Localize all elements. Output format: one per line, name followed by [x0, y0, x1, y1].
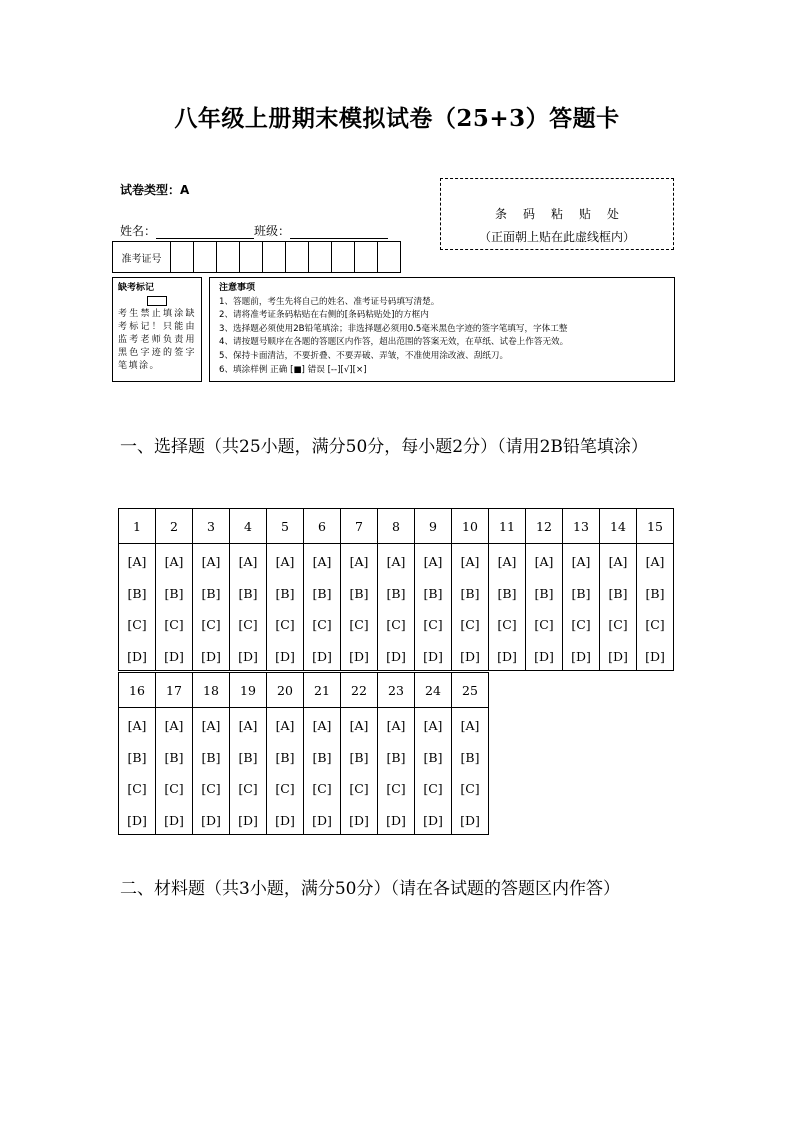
option-bubble[interactable]: [D]	[460, 812, 480, 828]
question-number: 25	[452, 673, 489, 708]
option-bubble[interactable]: [B]	[386, 585, 406, 601]
option-bubble[interactable]: [C]	[164, 781, 184, 796]
question-number: 9	[415, 509, 452, 544]
ticket-digit-cell[interactable]	[263, 242, 286, 272]
option-bubble[interactable]: [B]	[460, 585, 480, 601]
page-title: 八年级上册期末模拟试卷（25+3）答题卡	[174, 105, 620, 132]
option-bubble[interactable]: [B]	[571, 585, 591, 601]
question-number: 22	[341, 673, 378, 708]
option-bubble[interactable]: [A]	[534, 554, 554, 569]
option-bubble[interactable]: [D]	[460, 648, 480, 664]
option-bubble[interactable]: [D]	[201, 812, 221, 828]
note-item: 2、请将准考证条码粘贴在右侧的[条码粘贴处]的方框内	[219, 310, 429, 321]
option-bubble[interactable]: [B]	[238, 585, 258, 601]
option-bubble[interactable]: [B]	[386, 749, 406, 765]
option-bubble[interactable]: [A]	[460, 554, 480, 569]
class-label: 班级：	[254, 224, 291, 238]
option-bubble[interactable]: [B]	[275, 749, 295, 765]
option-bubble[interactable]: [C]	[608, 617, 628, 632]
absence-text: 考生禁止填涂缺考标记！只能由监考老师负责用黑色字迹的签字笔填涂。	[118, 309, 196, 371]
option-bubble[interactable]: [C]	[275, 617, 295, 632]
option-bubble[interactable]: [C]	[201, 617, 221, 632]
absence-checkbox[interactable]	[147, 296, 167, 306]
question-number: 12	[526, 509, 563, 544]
option-bubble[interactable]: [C]	[645, 617, 665, 632]
note-item: 1、答题前，考生先将自己的姓名、准考证号码填写清楚。	[219, 296, 440, 307]
question-number: 11	[489, 509, 526, 544]
option-bubble[interactable]: [B]	[423, 749, 443, 765]
question-options	[267, 544, 304, 671]
option-bubble[interactable]: [B]	[312, 585, 332, 601]
option-bubble[interactable]: [A]	[423, 718, 443, 733]
option-bubble[interactable]: [D]	[164, 812, 184, 828]
ticket-digit-cell[interactable]	[240, 242, 263, 272]
option-bubble[interactable]: [C]	[312, 781, 332, 796]
option-bubble[interactable]: [D]	[275, 812, 295, 828]
option-bubble[interactable]: [A]	[571, 554, 591, 569]
option-bubble[interactable]: [C]	[238, 781, 258, 796]
question-options	[156, 544, 193, 671]
option-bubble[interactable]: [D]	[238, 648, 258, 664]
option-bubble[interactable]: [C]	[127, 781, 147, 796]
ticket-digit-cell[interactable]	[309, 242, 332, 272]
question-options	[378, 544, 415, 671]
question-number: 21	[304, 673, 341, 708]
option-bubble[interactable]: [A]	[386, 718, 406, 733]
answer-grid-1	[118, 508, 674, 671]
option-bubble[interactable]: [B]	[312, 749, 332, 765]
option-bubble[interactable]: [D]	[127, 648, 147, 664]
note-item: 5、保持卡面清洁，不要折叠、不要弄破、弄皱，不准使用涂改液、刮纸刀。	[219, 350, 509, 361]
answer-grid-2	[118, 672, 489, 835]
question-options	[415, 708, 452, 835]
option-bubble[interactable]: [D]	[571, 648, 591, 664]
option-bubble[interactable]: [D]	[645, 648, 665, 664]
option-bubble[interactable]: [B]	[127, 585, 147, 601]
question-number: 3	[193, 509, 230, 544]
option-bubble[interactable]: [D]	[312, 648, 332, 664]
option-bubble[interactable]: [A]	[645, 554, 665, 569]
option-bubble[interactable]: [C]	[571, 617, 591, 632]
option-bubble[interactable]: [B]	[497, 585, 517, 601]
question-options	[230, 708, 267, 835]
option-bubble[interactable]: [C]	[497, 617, 517, 632]
question-options	[452, 708, 489, 835]
option-bubble[interactable]: [B]	[238, 749, 258, 765]
option-bubble[interactable]: [A]	[275, 554, 295, 569]
option-bubble[interactable]: [A]	[164, 554, 184, 569]
question-options	[304, 544, 341, 671]
option-bubble[interactable]: [B]	[349, 749, 369, 765]
barcode-title: 条码粘贴处	[494, 207, 635, 221]
question-options	[415, 544, 452, 671]
option-bubble[interactable]: [D]	[497, 648, 517, 664]
option-bubble[interactable]: [B]	[201, 749, 221, 765]
question-options	[119, 708, 156, 835]
barcode-subtitle: （正面朝上贴在此虚线框内）	[478, 230, 635, 244]
option-bubble[interactable]: [C]	[312, 617, 332, 632]
question-options	[267, 708, 304, 835]
option-bubble[interactable]: [B]	[164, 585, 184, 601]
option-bubble[interactable]: [D]	[164, 648, 184, 664]
option-bubble[interactable]: [D]	[386, 812, 406, 828]
question-options	[304, 708, 341, 835]
question-options	[489, 544, 526, 671]
question-number: 10	[452, 509, 489, 544]
option-bubble[interactable]: [A]	[312, 718, 332, 733]
question-options	[563, 544, 600, 671]
option-bubble[interactable]: [D]	[349, 812, 369, 828]
option-bubble[interactable]: [A]	[201, 554, 221, 569]
ticket-number-grid	[112, 241, 401, 273]
option-bubble[interactable]: [A]	[238, 718, 258, 733]
question-number: 8	[378, 509, 415, 544]
option-bubble[interactable]: [B]	[423, 585, 443, 601]
option-bubble[interactable]: [B]	[275, 585, 295, 601]
section-material-heading: 二、材料题（共3小题，满分50分）（请在各试题的答题区内作答）	[120, 879, 620, 899]
question-options	[193, 708, 230, 835]
option-bubble[interactable]: [D]	[534, 648, 554, 664]
note-item: 6、填涂样例 正确 [■] 错误 [--][√][×]	[219, 364, 367, 375]
option-bubble[interactable]: [C]	[238, 617, 258, 632]
question-options	[341, 708, 378, 835]
option-bubble[interactable]: [A]	[312, 554, 332, 569]
option-bubble[interactable]: [C]	[349, 781, 369, 796]
option-bubble[interactable]: [D]	[423, 812, 443, 828]
question-number: 17	[156, 673, 193, 708]
absence-title: 缺考标记	[118, 283, 155, 293]
barcode-area	[440, 178, 674, 250]
option-bubble[interactable]: [A]	[386, 554, 406, 569]
option-bubble[interactable]: [D]	[349, 648, 369, 664]
option-bubble[interactable]: [C]	[386, 781, 406, 796]
option-bubble[interactable]: [A]	[608, 554, 628, 569]
ticket-digit-cell[interactable]	[194, 242, 217, 272]
question-number: 18	[193, 673, 230, 708]
question-number: 20	[267, 673, 304, 708]
option-bubble[interactable]: [A]	[349, 554, 369, 569]
question-number: 19	[230, 673, 267, 708]
question-number: 2	[156, 509, 193, 544]
question-options	[156, 708, 193, 835]
option-bubble[interactable]: [D]	[275, 648, 295, 664]
section-choice-heading: 一、选择题（共25小题，满分50分，每小题2分）（请用2B铅笔填涂）	[120, 437, 648, 457]
ticket-digit-cell[interactable]	[171, 242, 194, 272]
option-bubble[interactable]: [C]	[275, 781, 295, 796]
option-bubble[interactable]: [C]	[127, 617, 147, 632]
ticket-label: 准考证号	[113, 242, 171, 272]
option-bubble[interactable]: [A]	[497, 554, 517, 569]
question-options	[230, 544, 267, 671]
option-bubble[interactable]: [D]	[608, 648, 628, 664]
option-bubble[interactable]: [C]	[386, 617, 406, 632]
option-bubble[interactable]: [B]	[608, 585, 628, 601]
option-bubble[interactable]: [D]	[423, 648, 443, 664]
question-number: 24	[415, 673, 452, 708]
absence-mark-box	[112, 277, 202, 382]
option-bubble[interactable]: [A]	[127, 718, 147, 733]
ticket-digit-cell[interactable]	[286, 242, 309, 272]
option-bubble[interactable]: [A]	[423, 554, 443, 569]
name-label: 姓名：	[120, 224, 157, 238]
option-bubble[interactable]: [A]	[275, 718, 295, 733]
question-options	[526, 544, 563, 671]
option-bubble[interactable]: [A]	[127, 554, 147, 569]
notes-title: 注意事项	[219, 283, 256, 293]
option-bubble[interactable]: [C]	[534, 617, 554, 632]
question-number: 13	[563, 509, 600, 544]
question-number: 5	[267, 509, 304, 544]
question-number: 14	[600, 509, 637, 544]
question-number: 6	[304, 509, 341, 544]
question-number: 23	[378, 673, 415, 708]
question-number: 4	[230, 509, 267, 544]
question-options	[452, 544, 489, 671]
option-bubble[interactable]: [A]	[238, 554, 258, 569]
option-bubble[interactable]: [B]	[534, 585, 554, 601]
option-bubble[interactable]: [B]	[645, 585, 665, 601]
option-bubble[interactable]: [A]	[201, 718, 221, 733]
question-options	[119, 544, 156, 671]
option-bubble[interactable]: [A]	[164, 718, 184, 733]
question-options	[600, 544, 637, 671]
option-bubble[interactable]: [C]	[349, 617, 369, 632]
option-bubble[interactable]: [B]	[201, 585, 221, 601]
question-options	[637, 544, 674, 671]
option-bubble[interactable]: [B]	[127, 749, 147, 765]
ticket-digit-cell[interactable]	[332, 242, 355, 272]
question-options	[378, 708, 415, 835]
question-options	[341, 544, 378, 671]
option-bubble[interactable]: [D]	[312, 812, 332, 828]
option-bubble[interactable]: [D]	[238, 812, 258, 828]
option-bubble[interactable]: [C]	[423, 781, 443, 796]
option-bubble[interactable]: [C]	[423, 617, 443, 632]
note-item: 3、选择题必须使用2B铅笔填涂；非选择题必须用0.5毫米黑色字迹的签字笔填写，字体工整	[219, 323, 568, 334]
exam-type: 试卷类型：A	[120, 183, 190, 197]
notes-box	[209, 277, 675, 382]
option-bubble[interactable]: [C]	[164, 617, 184, 632]
name-field[interactable]	[156, 224, 254, 239]
option-bubble[interactable]: [C]	[201, 781, 221, 796]
option-bubble[interactable]: [B]	[349, 585, 369, 601]
option-bubble[interactable]: [C]	[460, 617, 480, 632]
class-field[interactable]	[290, 224, 388, 239]
question-number: 1	[119, 509, 156, 544]
option-bubble[interactable]: [C]	[460, 781, 480, 796]
ticket-digit-cell[interactable]	[355, 242, 378, 272]
question-number: 7	[341, 509, 378, 544]
option-bubble[interactable]: [B]	[164, 749, 184, 765]
ticket-digit-cell[interactable]	[217, 242, 240, 272]
question-options	[193, 544, 230, 671]
option-bubble[interactable]: [B]	[460, 749, 480, 765]
option-bubble[interactable]: [A]	[460, 718, 480, 733]
question-number: 16	[119, 673, 156, 708]
ticket-digit-cell[interactable]	[378, 242, 400, 272]
note-item: 4、请按题号顺序在各题的答题区内作答，超出范围的答案无效，在草纸、试卷上作答无效。	[219, 337, 569, 348]
student-info-line	[120, 222, 388, 239]
question-number: 15	[637, 509, 674, 544]
option-bubble[interactable]: [D]	[127, 812, 147, 828]
option-bubble[interactable]: [D]	[386, 648, 406, 664]
option-bubble[interactable]: [A]	[349, 718, 369, 733]
option-bubble[interactable]: [D]	[201, 648, 221, 664]
